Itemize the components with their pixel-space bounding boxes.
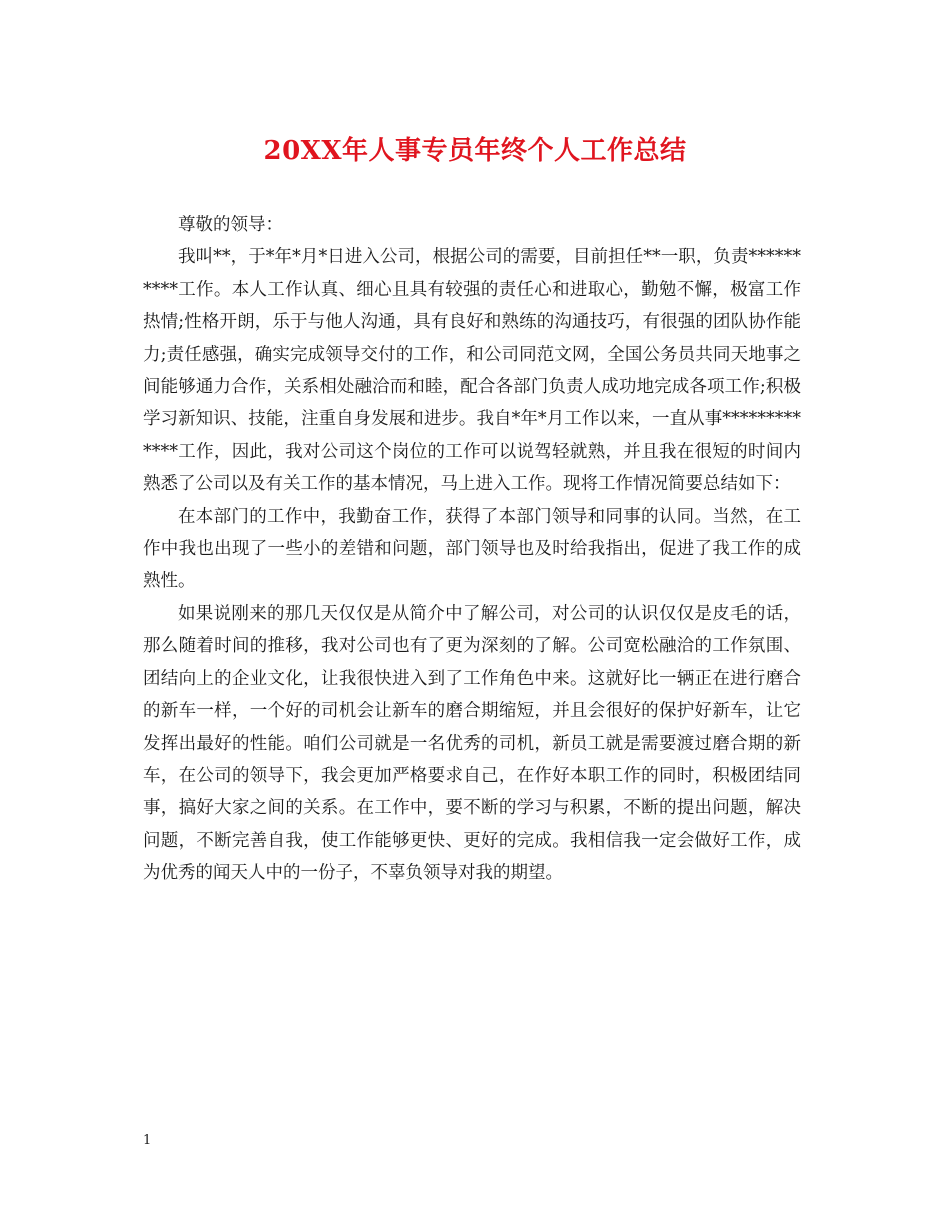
paragraph-2: 在本部门的工作中，我勤奋工作，获得了本部门领导和同事的认同。当然，在工作中我也出现了一些小的差错和问题，部门领导也及时给我指出，促进了我工作的成熟性。 xyxy=(143,506,801,592)
document-title: 20XX年人事专员年终个人工作总结 xyxy=(263,136,687,166)
document-body xyxy=(143,209,801,890)
salutation: 尊敬的领导： xyxy=(178,215,283,235)
page-number: 1 xyxy=(143,1133,152,1148)
paragraph-1: 我叫**，于*年*月*日进入公司，根据公司的需要，目前担任**一职，负责**********工作。本人工作认真、细心且具有较强的责任心和进取心，勤勉不懈，极富工作热情;性格开朗，乐于与他人沟通，具有良好和熟练的沟通技巧，有很强的团队协作能力;责任感强，确实完成领导交付的工作，和公司同范文网，全国公务员共同天地事之间能够通力合作，关系相处融洽而和睦，配合各部门负责人成功地完成各项工作;积极学习新知识、技能，注重自身发展和进步。我自*年*月工作以来，一直从事*************工作，因此，我对公司这个岗位的工作可以说驾轻就熟，并且我在很短的时间内熟悉了公司以及有关工作的基本情况，马上进入工作。现将工作情况简要总结如下： xyxy=(143,247,801,495)
paragraph-3: 如果说刚来的那几天仅仅是从简介中了解公司，对公司的认识仅仅是皮毛的话，那么随着时间的推移，我对公司也有了更为深刻的了解。公司宽松融洽的工作氛围、团结向上的企业文化，让我很快进入到了工作角色中来。这就好比一辆正在进行磨合的新车一样，一个好的司机会让新车的磨合期缩短，并且会很好的保护好新车，让它发挥出最好的性能。咱们公司就是一名优秀的司机，新员工就是需要渡过磨合期的新车，在公司的领导下，我会更加严格要求自己，在作好本职工作的同时，积极团结同事，搞好大家之间的关系。在工作中，要不断的学习与积累，不断的提出问题，解决问题，不断完善自我，使工作能够更快、更好的完成。我相信我一定会做好工作，成为优秀的闻天人中的一份子，不辜负领导对我的期望。 xyxy=(143,603,801,884)
